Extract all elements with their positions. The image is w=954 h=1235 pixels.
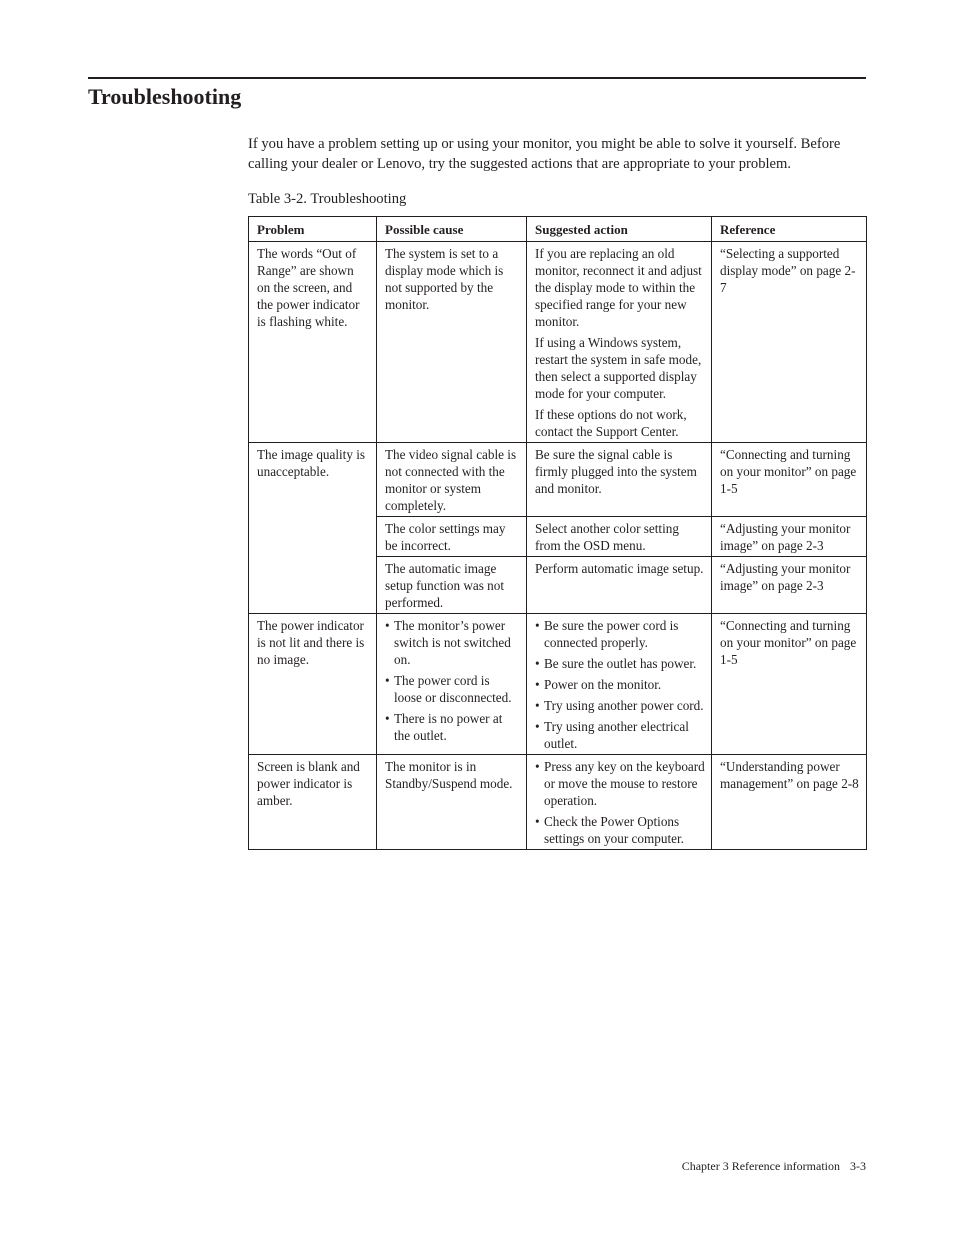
- column-header-action: Suggested action: [527, 217, 712, 242]
- action-text: Be sure the signal cable is firmly plugged into the system and monitor.: [535, 447, 697, 496]
- cause-text: The automatic image setup function was not performed.: [385, 561, 505, 610]
- table-row: [249, 755, 867, 850]
- action-cell: [527, 614, 712, 755]
- cause-cell: [377, 443, 527, 517]
- cause-cell: [377, 242, 527, 443]
- cause-cell: [377, 755, 527, 850]
- action-cell: [527, 557, 712, 614]
- column-header-problem: Problem: [249, 217, 377, 242]
- cause-cell: [377, 614, 527, 755]
- action-bullet: • Be sure the outlet has power.: [535, 655, 705, 672]
- action-bullet-list: [535, 617, 705, 752]
- heading-rule: [88, 77, 866, 79]
- action-bullet: • Check the Power Options settings on your computer.: [535, 813, 705, 847]
- cause-text: The video signal cable is not connected with the monitor or system completely.: [385, 447, 517, 513]
- cause-bullet: • The power cord is loose or disconnected.: [385, 672, 520, 706]
- reference-cell: “Adjusting your monitor image” on page 2-3: [712, 517, 867, 557]
- action-cell: [527, 443, 712, 517]
- action-bullet: • Press any key on the keyboard or move the mouse to restore operation.: [535, 758, 705, 809]
- action-text: Perform automatic image setup.: [535, 561, 704, 576]
- action-text: If you are replacing an old monitor, reconnect it and adjust the display mode to within the specified range for your new monitor.: [535, 246, 702, 329]
- reference-cell: “Connecting and turning on your monitor” on page 1-5: [712, 443, 867, 517]
- table-row: [249, 242, 867, 443]
- troubleshooting-table: [248, 216, 867, 850]
- cause-cell: [377, 517, 527, 557]
- table-caption: Table 3-2. Troubleshooting: [248, 191, 407, 207]
- reference-cell: “Understanding power management” on page 2-8: [712, 755, 867, 850]
- action-text: If using a Windows system, restart the system in safe mode, then select a supported display mode for your computer.: [535, 335, 702, 401]
- action-cell: [527, 517, 712, 557]
- cause-bullet-list: [385, 617, 520, 744]
- action-bullet: • Be sure the power cord is connected properly.: [535, 617, 705, 651]
- problem-cell: The words “Out of Range” are shown on the screen, and the power indicator is flashing white.: [249, 242, 377, 443]
- table-header-row: [249, 217, 867, 242]
- action-text: Select another color setting from the OSD menu.: [535, 521, 679, 553]
- page-footer: [682, 1159, 866, 1174]
- action-cell: [527, 242, 712, 443]
- reference-cell: “Selecting a supported display mode” on page 2-7: [712, 242, 867, 443]
- action-bullet: • Try using another electrical outlet.: [535, 718, 705, 752]
- reference-cell: “Adjusting your monitor image” on page 2-3: [712, 557, 867, 614]
- cause-text: The color settings may be incorrect.: [385, 521, 506, 553]
- action-cell: [527, 755, 712, 850]
- problem-cell: The power indicator is not lit and there is no image.: [249, 614, 377, 755]
- action-bullet: • Power on the monitor.: [535, 676, 705, 693]
- table-row: [249, 614, 867, 755]
- action-bullet-list: [535, 758, 705, 847]
- action-bullet: • Try using another power cord.: [535, 697, 705, 714]
- action-text: If these options do not work, contact the Support Center.: [535, 407, 687, 439]
- cause-bullet: • There is no power at the outlet.: [385, 710, 520, 744]
- footer-chapter: Chapter 3 Reference information: [681, 1159, 840, 1173]
- column-header-reference: Reference: [712, 217, 867, 242]
- reference-cell: “Connecting and turning on your monitor” on page 1-5: [712, 614, 867, 755]
- column-header-cause: Possible cause: [377, 217, 527, 242]
- cause-cell: [377, 557, 527, 614]
- cause-text: The system is set to a display mode which is not supported by the monitor.: [385, 246, 504, 312]
- problem-cell: Screen is blank and power indicator is amber.: [249, 755, 377, 850]
- table-row: [249, 443, 867, 517]
- problem-cell: The image quality is unacceptable.: [249, 443, 377, 614]
- cause-bullet: • The monitor’s power switch is not switched on.: [385, 617, 520, 668]
- page-title: Troubleshooting: [88, 84, 242, 109]
- intro-paragraph: If you have a problem setting up or using your monitor, you might be able to solve it yourself. Before calling your dealer or Lenovo, try the suggested actions that are appropriate to your problem.: [248, 136, 841, 172]
- footer-page-number: 3-3: [850, 1159, 866, 1173]
- cause-text: The monitor is in Standby/Suspend mode.: [385, 759, 513, 791]
